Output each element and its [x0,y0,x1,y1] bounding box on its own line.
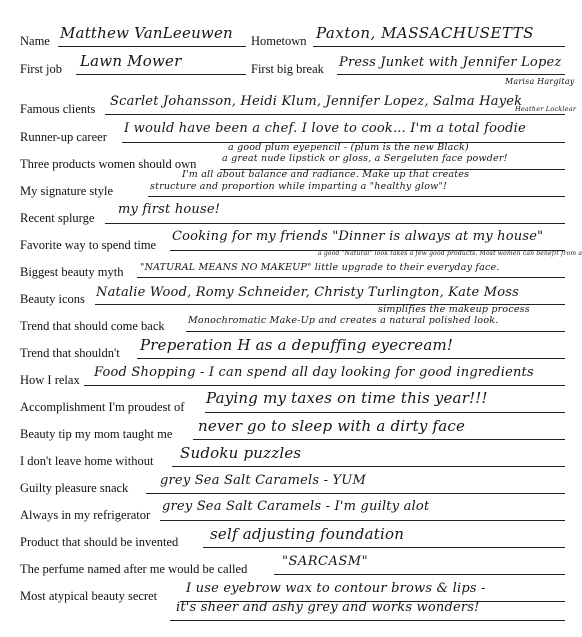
dont-leave-label: I don't leave home without [20,454,154,468]
accomplishment-line [205,412,565,413]
beauty-tip-value: never go to sleep with a dirty face [198,417,466,435]
trend-not-value: Preperation H as a depuffing eyecream! [140,336,454,354]
signature-style-label: My signature style [20,184,114,198]
first-big-break-value: Press Junket with Jennifer Lopez [339,55,562,70]
first-big-break-label: First big break [251,62,324,76]
runner-up-label: Runner-up career [20,130,107,144]
relax-label: How I relax [20,373,80,387]
beauty-myth-label: Biggest beauty myth [20,265,124,279]
first-job-label: First job [20,62,63,76]
product-invented-label: Product that should be invented [20,535,179,549]
beauty-myth-note: a good "Natural" look takes a few good products. Most women can benefit from a [318,250,582,257]
product-invented-line [203,547,565,548]
first-job-value: Lawn Mower [80,52,182,70]
signature-style-value: structure and proportion while imparting a "healthy glow"! [150,181,448,192]
accomplishment-label: Accomplishment I'm proudest of [20,400,185,414]
recent-splurge-line [105,223,565,224]
famous-clients-line [105,114,565,115]
name-label: Name [20,34,50,48]
trend-back-value: Monochromatic Make-Up and creates a natural polished look. [188,315,499,326]
trend-not-line [137,358,565,359]
three-products-value: a great nude lipstick or gloss, a Sergeluten face powder! [222,153,508,164]
atypical-secret-value-2: it's sheer and ashy grey and works wonders! [176,600,480,615]
hometown-line [313,46,565,47]
famous-clients-value: Scarlet Johansson, Heidi Klum, Jennifer Lopez, Salma Hayek [110,94,523,109]
relax-line [84,385,565,386]
refrigerator-line [160,520,565,521]
signature-style-line [148,196,565,197]
famous-clients-note: Heather Locklear [515,105,577,113]
atypical-secret-value: I use eyebrow wax to contour brows & lips - [186,581,486,596]
product-invented-value: self adjusting foundation [210,525,405,543]
signature-style-note: I'm all about balance and radiance. Make up that creates [182,169,470,180]
hometown-label: Hometown [251,34,307,48]
atypical-secret-line-2 [170,620,565,621]
accomplishment-value: Paying my taxes on time this year!!! [206,389,488,407]
favorite-way-label: Favorite way to spend time [20,238,157,252]
perfume-value: "SARCASM" [282,554,369,569]
recent-splurge-label: Recent splurge [20,211,95,225]
first-big-break-note: Marisa Hargitay [505,77,575,86]
trend-not-label: Trend that shouldn't [20,346,120,360]
beauty-tip-label: Beauty tip my mom taught me [20,427,173,441]
favorite-way-value: Cooking for my friends "Dinner is always at my house" [172,229,544,244]
famous-clients-label: Famous clients [20,102,96,116]
first-job-line [76,74,246,75]
beauty-icons-label: Beauty icons [20,292,85,306]
first-big-break-line [337,74,565,75]
atypical-secret-label: Most atypical beauty secret [20,589,158,603]
perfume-label: The perfume named after me would be called [20,562,248,576]
trend-back-note: simplifies the makeup process [378,304,530,315]
beauty-icons-value: Natalie Wood, Romy Schneider, Christy Turlington, Kate Moss [96,285,520,300]
three-products-note: a good plum eyepencil - (plum is the new Black) [228,142,469,153]
relax-value: Food Shopping - I can spend all day looking for good ingredients [94,365,534,380]
beauty-myth-value: "NATURAL MEANS NO MAKEUP" little upgrade to their everyday face. [140,262,500,273]
refrigerator-label: Always in my refrigerator [20,508,151,522]
trend-back-label: Trend that should come back [20,319,165,333]
refrigerator-value: grey Sea Salt Caramels - I'm guilty alot [162,499,430,514]
three-products-label: Three products women should own [20,157,197,171]
recent-splurge-value: my first house! [118,202,221,217]
beauty-myth-line [137,277,565,278]
guilty-pleasure-label: Guilty pleasure snack [20,481,129,495]
trend-back-line [186,331,565,332]
perfume-line [274,574,565,575]
beauty-tip-line [193,439,565,440]
dont-leave-value: Sudoku puzzles [180,444,302,462]
name-value: Matthew VanLeeuwen [60,24,233,42]
hometown-value: Paxton, MASSACHUSETTS [316,24,534,42]
name-line [58,46,246,47]
runner-up-value: I would have been a chef. I love to cook... I'm a total foodie [124,121,526,136]
guilty-pleasure-line [146,493,565,494]
guilty-pleasure-value: grey Sea Salt Caramels - YUM [160,473,366,488]
dont-leave-line [172,466,565,467]
